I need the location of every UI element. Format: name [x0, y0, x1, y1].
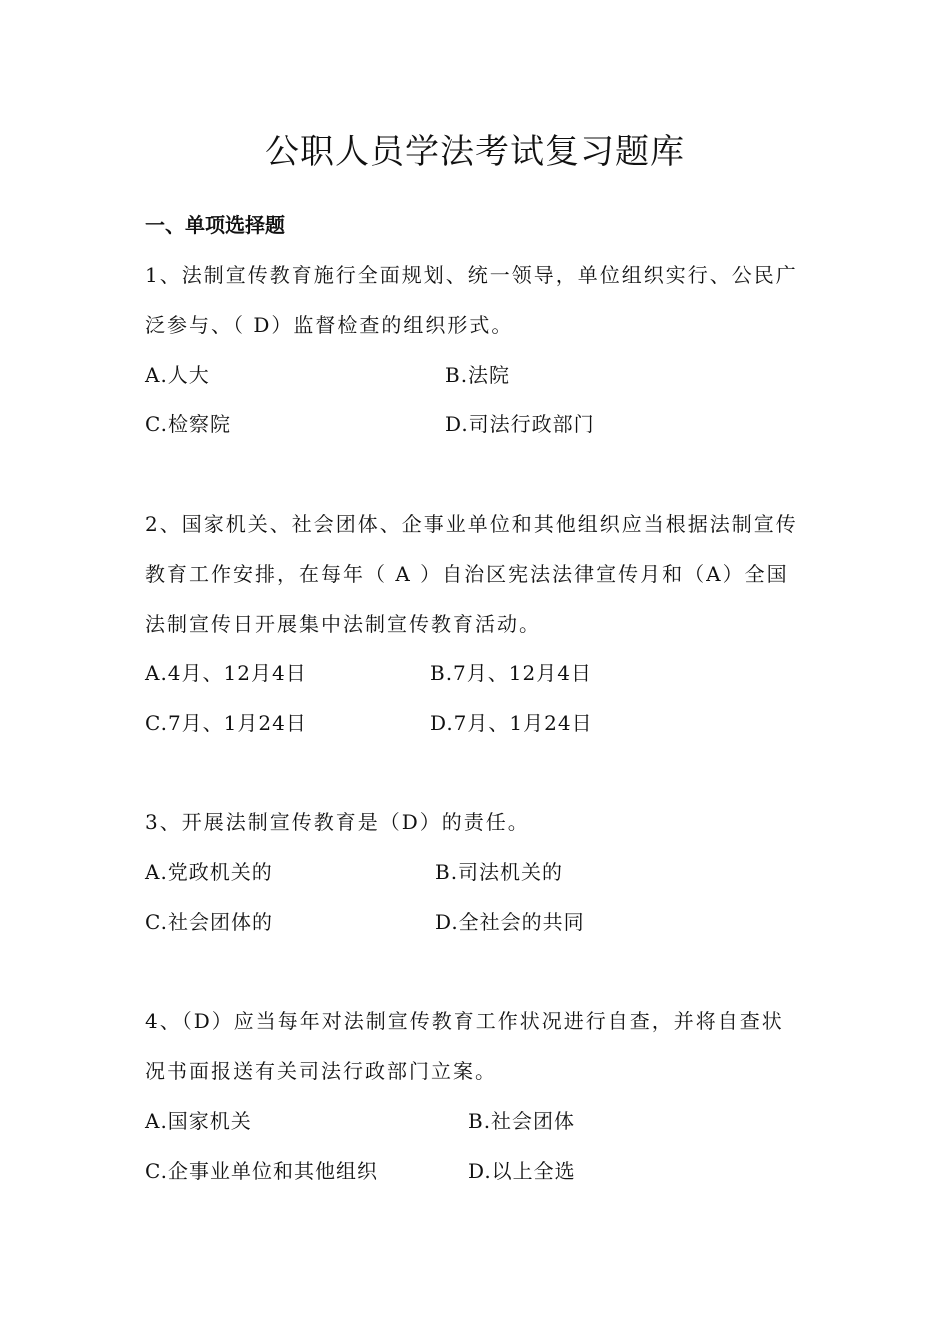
question-2-option-c: C.7月、1月24日: [145, 711, 307, 735]
question-1-option-b: B.法院: [445, 363, 511, 387]
question-2-line-1: 2、国家机关、社会团体、企事业单位和其他组织应当根据法制宣传: [145, 512, 798, 536]
question-2-option-d: D.7月、1月24日: [430, 711, 593, 735]
question-1-line-1: 1、法制宣传教育施行全面规划、统一领导，单位组织实行、公民广: [145, 263, 798, 287]
question-3-option-b: B.司法机关的: [435, 860, 564, 884]
question-2-line-3: 法制宣传日开展集中法制宣传教育活动。: [145, 612, 541, 636]
question-2-line-2: 教育工作安排，在每年（ A ）自治区宪法法律宣传月和（A）全国: [145, 562, 789, 586]
section-heading: 一、单项选择题: [145, 213, 285, 237]
question-1-option-c: C.检察院: [145, 412, 231, 436]
question-1-line-2: 泛参与、（ D）监督检查的组织形式。: [145, 313, 514, 337]
question-3-line-1: 3、开展法制宣传教育是（D）的责任。: [145, 810, 530, 834]
question-4-option-a: A.国家机关: [145, 1109, 252, 1133]
question-4-line-2: 况书面报送有关司法行政部门立案。: [145, 1059, 497, 1083]
document-title: 公职人员学法考试复习题库: [265, 132, 685, 172]
question-3-option-a: A.党政机关的: [145, 860, 273, 884]
question-3-option-c: C.社会团体的: [145, 910, 273, 934]
question-4-option-c: C.企事业单位和其他组织: [145, 1159, 378, 1183]
question-1-option-a: A.人大: [145, 363, 210, 387]
question-1-option-d: D.司法行政部门: [445, 412, 595, 436]
question-4-option-d: D.以上全选: [468, 1159, 576, 1183]
question-2-option-b: B.7月、12月4日: [430, 661, 592, 685]
question-4-option-b: B.社会团体: [468, 1109, 576, 1133]
question-4-line-1: 4、（D）应当每年对法制宣传教育工作状况进行自查，并将自查状: [145, 1009, 784, 1033]
question-2-option-a: A.4月、12月4日: [145, 661, 307, 685]
question-3-option-d: D.全社会的共同: [435, 910, 585, 934]
